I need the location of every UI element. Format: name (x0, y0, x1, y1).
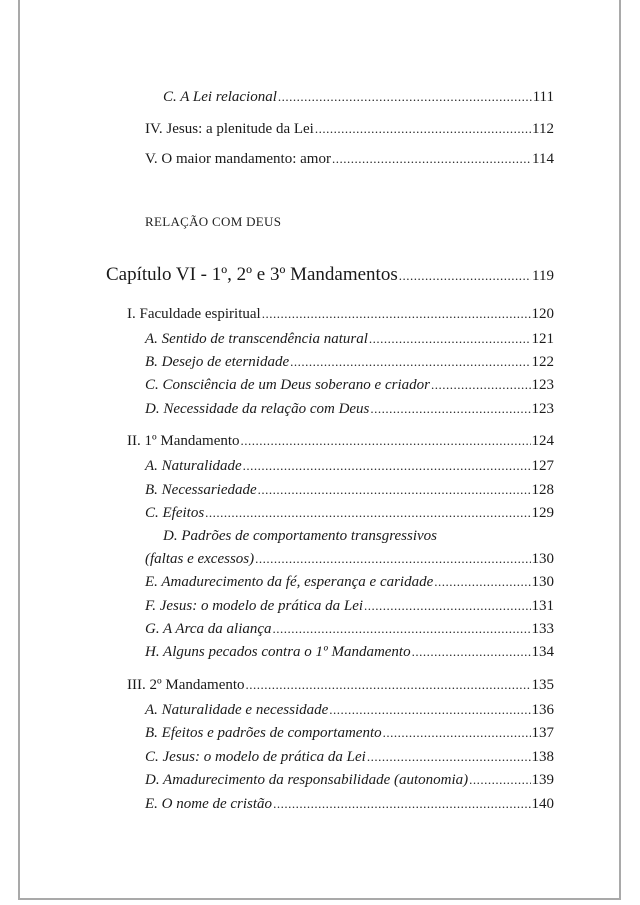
toc-entry-page: 121 (531, 331, 554, 347)
toc-leader-dots (243, 457, 531, 475)
chapter-entry (106, 266, 554, 285)
toc-leader-dots (278, 88, 532, 106)
toc-entry-page: 114 (532, 151, 554, 167)
toc-entry-title: A. Naturalidade (145, 458, 242, 474)
toc-entry-title: B. Necessariedade (145, 482, 257, 498)
toc-entry (145, 481, 554, 499)
toc-entry (145, 573, 554, 591)
toc-entry (145, 353, 554, 371)
toc-leader-dots (329, 701, 530, 719)
toc-entry-page: 139 (531, 772, 554, 788)
toc-leader-dots (383, 724, 531, 742)
toc-entry-title: E. Amadurecimento da fé, esperança e caridade (145, 574, 434, 590)
toc-entry (145, 597, 554, 615)
toc-entry-page: 122 (531, 354, 554, 370)
toc-entry (145, 620, 554, 638)
toc-leader-dots (399, 267, 531, 285)
toc-part-entry (127, 432, 554, 450)
toc-entry-title: B. Desejo de eternidade (145, 354, 290, 370)
toc-entry (145, 150, 554, 168)
toc-entry-page: 138 (531, 749, 554, 765)
toc-entry-title-line1: D. Padrões de comportamento transgressivos (163, 528, 438, 544)
toc-entry-page: 130 (531, 551, 554, 567)
toc-entry-title: C. Efeitos (145, 505, 205, 521)
toc-entry-title: E. O nome de cristão (145, 796, 273, 812)
toc-leader-dots (262, 305, 531, 323)
toc-entry-page: 111 (532, 89, 554, 105)
toc-leader-dots (273, 795, 530, 813)
toc-entry-title: (faltas e excessos) (145, 551, 255, 567)
toc-entry-title: G. A Arca da aliança (145, 621, 272, 637)
toc-entry-page: 112 (532, 121, 554, 137)
toc-entry-page: 135 (531, 677, 554, 693)
toc-entry-title: V. O maior mandamento: amor (145, 151, 331, 167)
toc-entry-page: 131 (531, 598, 554, 614)
toc-entry-page: 134 (531, 644, 554, 660)
toc-leader-dots (273, 620, 531, 638)
toc-entry-page: 136 (531, 702, 554, 718)
toc-entry-title: A. Sentido de transcendência natural (145, 331, 368, 347)
toc-entry (145, 771, 554, 789)
toc-entry-title: IV. Jesus: a plenitude da Lei (145, 121, 314, 137)
toc-leader-dots (469, 771, 530, 789)
toc-entry-page: 123 (531, 401, 554, 417)
toc-entry-title: A. Naturalidade e necessidade (145, 702, 329, 718)
toc-entry (145, 550, 554, 568)
book-page (18, 0, 621, 900)
toc-leader-dots (412, 643, 531, 661)
toc-entry (145, 376, 554, 394)
toc-entry-page: 129 (531, 505, 554, 521)
toc-leader-dots (370, 400, 530, 418)
toc-entry (145, 701, 554, 719)
toc-entry-page: 137 (531, 725, 554, 741)
toc-entry-page: 130 (531, 574, 554, 590)
toc-entry (145, 795, 554, 813)
toc-part-entry (127, 676, 554, 694)
toc-entry-title: C. A Lei relacional (163, 89, 277, 105)
toc-entry-title: I. Faculdade espiritual (127, 306, 261, 322)
toc-leader-dots (205, 504, 530, 522)
toc-entry-title: III. 2º Mandamento (127, 677, 245, 693)
toc-entry (145, 643, 554, 661)
toc-entry (145, 88, 554, 106)
toc-entry-title: C. Consciência de um Deus soberano e criador (145, 377, 430, 393)
toc-entry-page: 127 (531, 458, 554, 474)
toc-entry-page: 133 (531, 621, 554, 637)
toc-entry (145, 748, 554, 766)
toc-entry-page: 120 (531, 306, 554, 322)
toc-entry (145, 724, 554, 742)
toc-entry-title: H. Alguns pecados contra o 1º Mandamento (145, 644, 411, 660)
toc-entry-title: C. Jesus: o modelo de prática da Lei (145, 749, 366, 765)
chapter-page: 119 (532, 268, 554, 284)
toc-entry-title: B. Efeitos e padrões de comportamento (145, 725, 382, 741)
toc-entry (145, 504, 554, 522)
toc-entry-title: D. Amadurecimento da responsabilidade (autonomia) (145, 772, 469, 788)
toc-leader-dots (364, 597, 530, 615)
toc-entry (145, 400, 554, 418)
toc-entry-title: D. Necessidade da relação com Deus (145, 401, 370, 417)
toc-part-entry (127, 305, 554, 323)
toc-entry-page: 140 (531, 796, 554, 812)
toc-leader-dots (246, 676, 531, 694)
toc-leader-dots (241, 432, 531, 450)
toc-leader-dots (258, 481, 531, 499)
toc-entry (145, 120, 554, 138)
toc-entry-title: F. Jesus: o modelo de prática da Lei (145, 598, 364, 614)
toc-entry-title: II. 1º Mandamento (127, 433, 240, 449)
toc-entry-page: 123 (531, 377, 554, 393)
toc-leader-dots (367, 748, 531, 766)
toc-entry (145, 457, 554, 475)
toc-leader-dots (369, 330, 531, 348)
toc-leader-dots (431, 376, 531, 394)
toc-leader-dots (315, 120, 531, 138)
toc-leader-dots (290, 353, 530, 371)
section-heading: RELAÇÃO COM DEUS (145, 214, 282, 229)
toc-leader-dots (332, 150, 531, 168)
toc-entry (145, 330, 554, 348)
toc-entry-page: 124 (531, 433, 554, 449)
toc-leader-dots (255, 550, 530, 568)
toc-entry-page: 128 (531, 482, 554, 498)
toc-leader-dots (434, 573, 530, 591)
chapter-title: Capítulo VI - 1º, 2º e 3º Mandamentos (106, 264, 398, 285)
